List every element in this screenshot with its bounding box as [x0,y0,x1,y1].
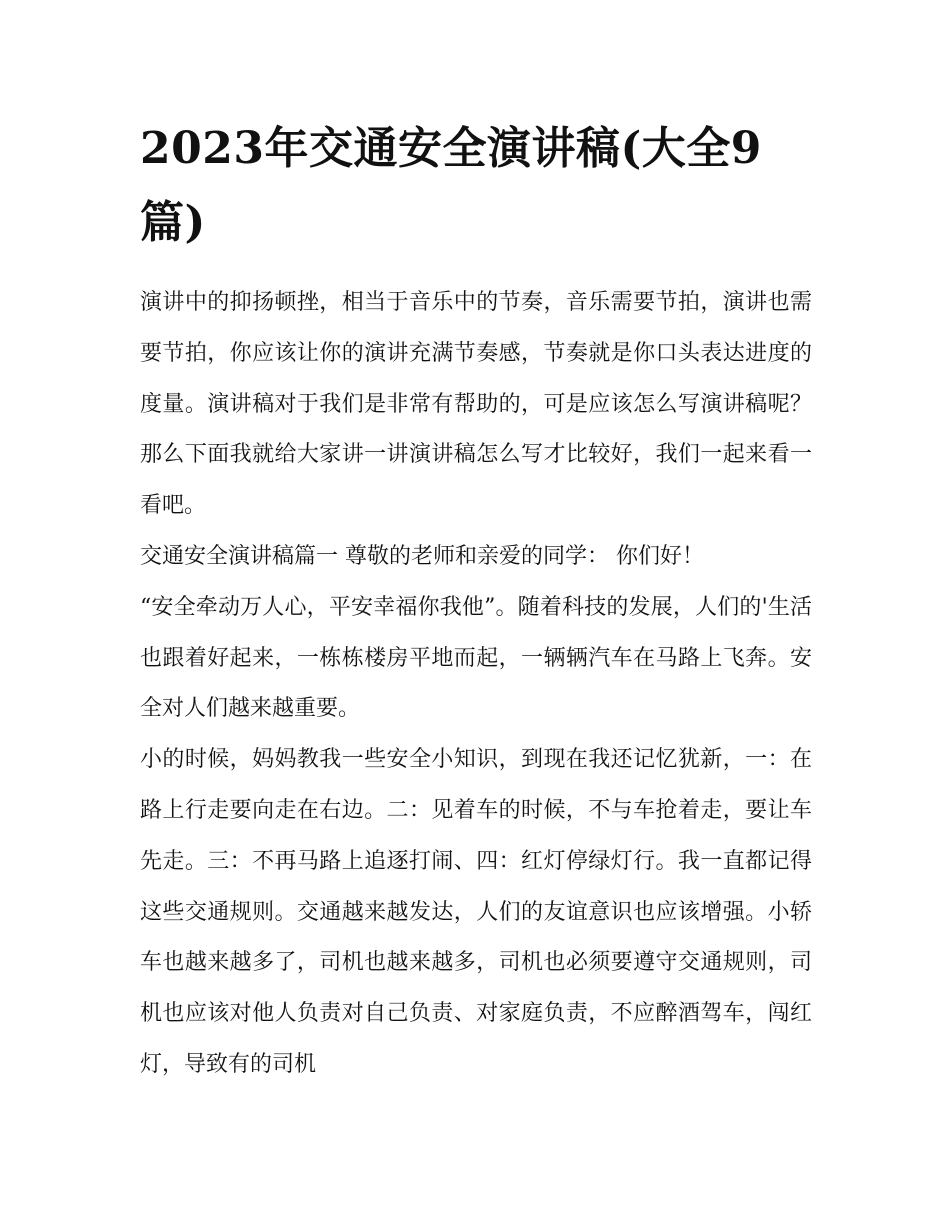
document-body [140,278,812,1091]
paragraph-intro: 演讲中的抑扬顿挫，相当于音乐中的节奏，音乐需要节拍，演讲也需要节拍，你应该让你的演讲充满节奏感，节奏就是你口头表达进度的度量。演讲稿对于我们是非常有帮助的，可是应该怎么写演讲稿呢？那么下面我就给大家讲一讲演讲稿怎么写才比较好，我们一起来看一看吧。 [140,290,812,519]
paragraph-slogan: “安全牵动万人心，平安幸福你我他”。随着科技的发展，人们的'生活也跟着好起来，一栋栋楼房平地而起，一辆辆汽车在马路上飞奔。安全对人们越来越重要。 [140,594,812,722]
document-title: 2023年交通安全演讲稿(大全9篇) [140,123,762,248]
paragraph-childhood: 小的时候，妈妈教我一些安全小知识，到现在我还记忆犹新，一：在路上行走要向走在右边。二：见着车的时候，不与车抢着走，要让车先走。三：不再马路上追逐打闹、四：红灯停绿灯行。我一直都记得这些交通规则。交通越来越发达，人们的友谊意识也应该增强。小轿车也越来越多了，司机也越来越多，司机也必须要遵守交通规则，司机也应该对他人负责对自己负责、对家庭负责，不应醉酒驾车，闯红灯，导致有的司机 [140,747,812,1077]
document-page [140,112,812,1091]
paragraph-greeting: 交通安全演讲稿篇一 尊敬的老师和亲爱的同学： 你们好！ [140,543,704,569]
